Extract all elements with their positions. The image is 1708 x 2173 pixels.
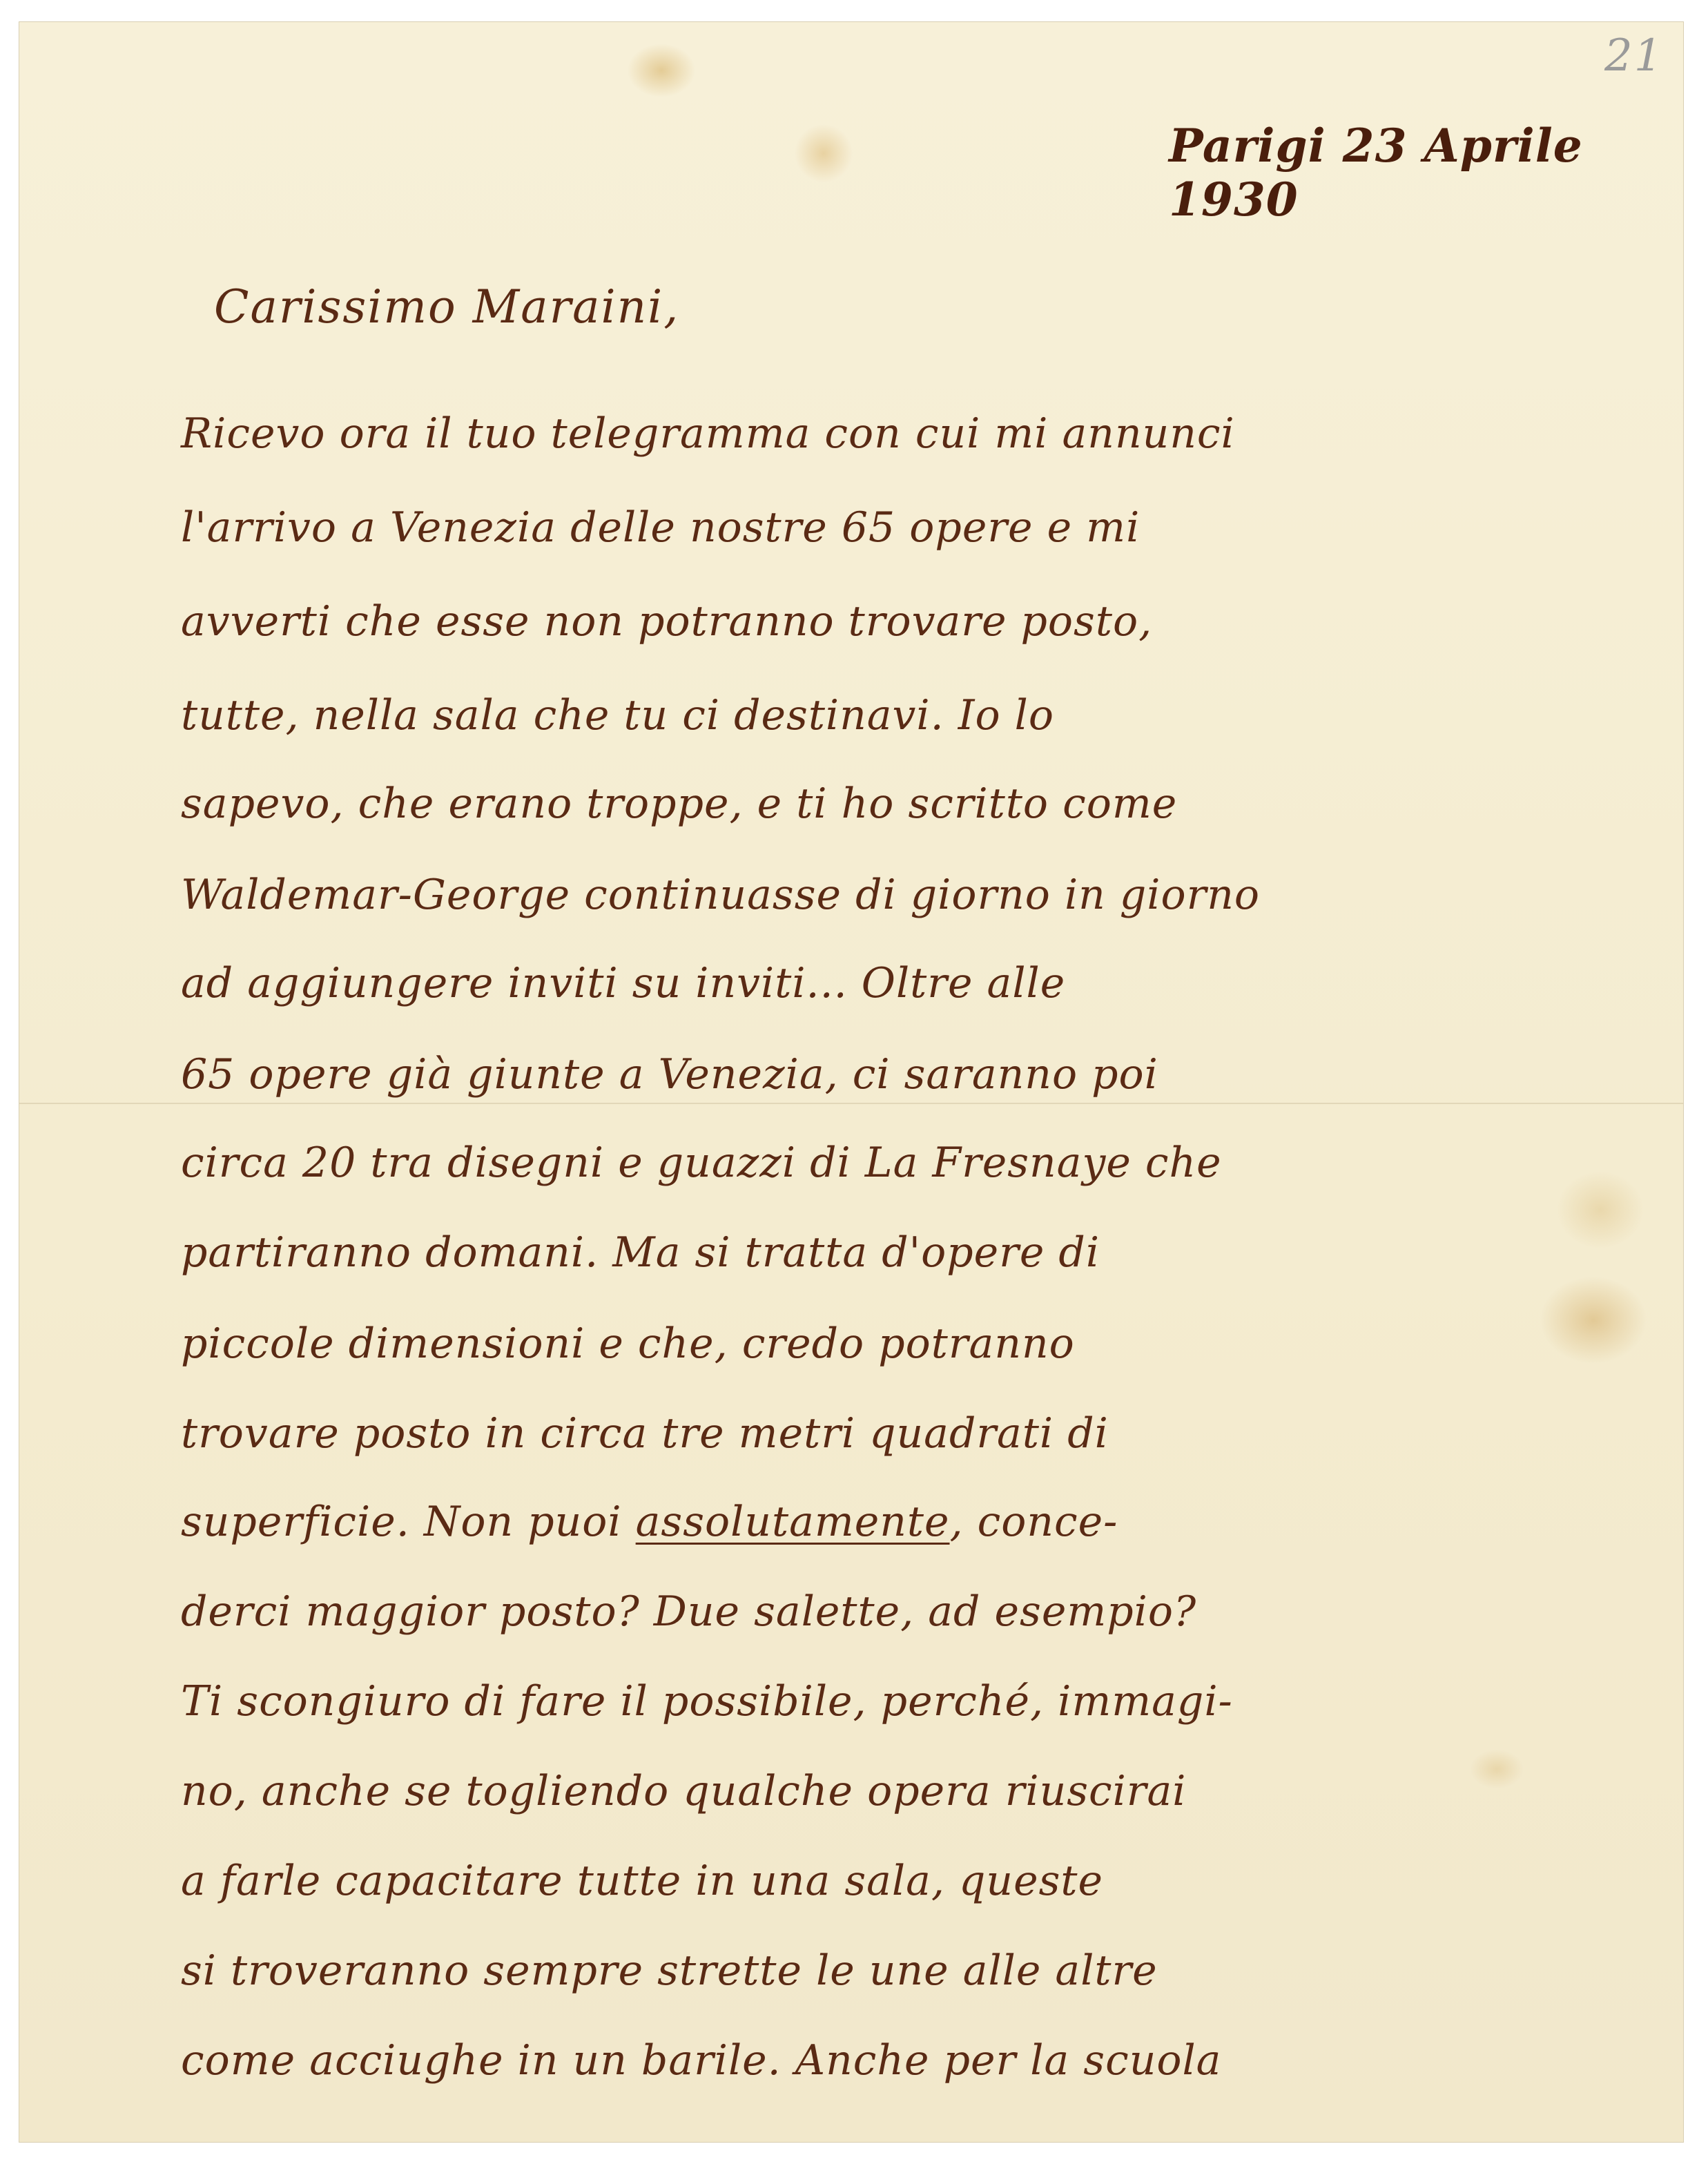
- letter-line: [181, 1498, 1118, 1546]
- letter-line: Ti scongiuro di fare il possibile, perché, immagi-: [181, 1677, 1233, 1726]
- letter-line-segment: , conce-: [949, 1498, 1118, 1546]
- letter-line: avverti che esse non potranno trovare posto,: [181, 597, 1153, 646]
- page-number: 21: [1604, 30, 1664, 81]
- letter-line: no, anche se togliendo qualche opera riuscirai: [181, 1767, 1187, 1815]
- letter-line: circa 20 tra disegni e guazzi di La Fresnaye che: [181, 1139, 1222, 1187]
- letter-line: derci maggior posto? Due salette, ad esempio?: [181, 1587, 1197, 1636]
- letter-line: come acciughe in un barile. Anche per la scuola: [181, 2036, 1222, 2085]
- letter-line: a farle capacitare tutte in una sala, queste: [181, 1857, 1103, 1905]
- letter-salutation: Carissimo Maraini,: [214, 280, 680, 334]
- letter-line: sapevo, che erano troppe, e ti ho scritto come: [181, 780, 1178, 828]
- letter-line: si troveranno sempre strette le une alle altre: [181, 1947, 1158, 1995]
- letter-line: l'arrivo a Venezia delle nostre 65 opere e mi: [181, 503, 1141, 552]
- letter-line: ad aggiungere inviti su inviti... Oltre alle: [181, 959, 1066, 1007]
- letter-date: Parigi 23 Aprile 1930: [1169, 119, 1583, 226]
- paper-fold-line: [19, 1103, 1683, 1104]
- letter-line: partiranno domani. Ma si tratta d'opere di: [181, 1228, 1100, 1277]
- letter-line: tutte, nella sala che tu ci destinavi. Io lo: [181, 691, 1054, 740]
- letter-line: piccole dimensioni e che, credo potranno: [181, 1320, 1075, 1368]
- underlined-word: assolutamente: [635, 1498, 950, 1546]
- letter-line: 65 opere già giunte a Venezia, ci saranno poi: [181, 1050, 1158, 1099]
- letter-line: Waldemar-George continuasse di giorno in giorno: [181, 871, 1261, 919]
- letter-line: Ricevo ora il tuo telegramma con cui mi annunci: [181, 409, 1235, 458]
- letter-page: [19, 22, 1683, 2142]
- letter-line-segment: superficie. Non puoi: [181, 1498, 636, 1546]
- letter-line: trovare posto in circa tre metri quadrati di: [181, 1409, 1109, 1458]
